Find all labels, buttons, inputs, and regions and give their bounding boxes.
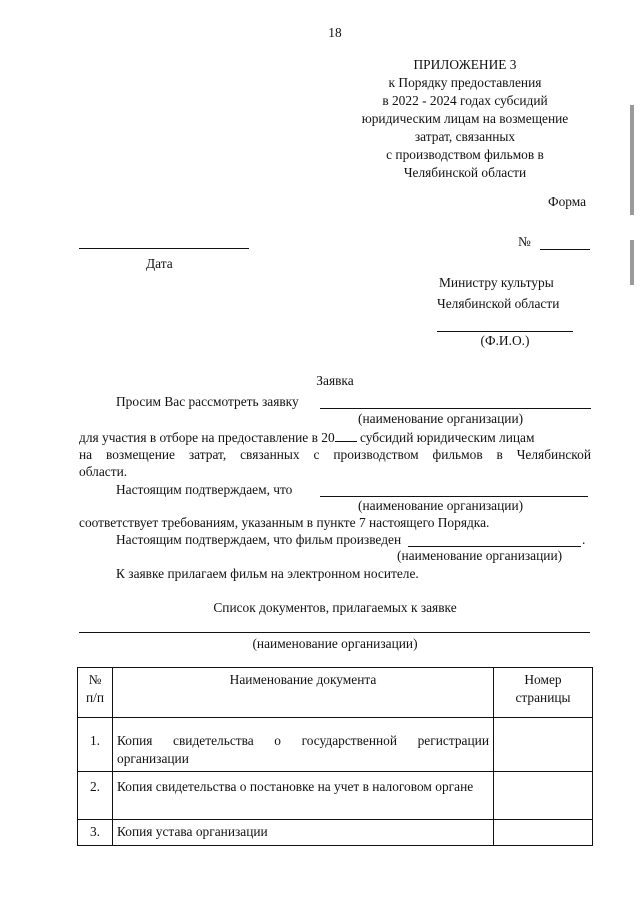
row-page-cell[interactable] xyxy=(494,820,593,846)
complies-text: соответствует требованиям, указанным в пункте 7 настоящего Порядка. xyxy=(79,515,490,530)
participation-text-start: для участия в отборе на предоставление в 20 xyxy=(79,430,335,445)
appendix-line: Челябинской области xyxy=(403,165,527,180)
row-number: 2. xyxy=(78,772,113,820)
film-org-hint: (наименование организации) xyxy=(397,548,563,563)
row-number: 1. xyxy=(78,718,113,772)
scan-edge-mark xyxy=(630,240,634,285)
appendix-line: затрат, связанных xyxy=(414,129,516,144)
table-header-row xyxy=(78,668,593,718)
request-text: Просим Вас рассмотреть заявку xyxy=(116,394,299,409)
header-page-number: Номер страницы xyxy=(494,668,593,718)
application-title: Заявка xyxy=(316,373,354,388)
appendix-line: юридическим лицам на возмещение xyxy=(361,111,569,126)
appendix-line: с производством фильмов в xyxy=(386,147,544,162)
attach-text: К заявке прилагаем фильм на электронном носителе. xyxy=(116,566,419,581)
header-document-name: Наименование документа xyxy=(113,668,494,718)
table-row xyxy=(78,772,593,820)
appendix-title: ПРИЛОЖЕНИЕ 3 xyxy=(413,57,517,72)
row-page-cell[interactable] xyxy=(494,718,593,772)
page-number: 18 xyxy=(328,25,342,40)
addressee-line2: Челябинской области xyxy=(437,296,560,311)
form-label: Форма xyxy=(548,194,587,209)
row-number: 3. xyxy=(78,820,113,846)
confirm-org-field-line[interactable] xyxy=(320,496,588,497)
addressee-line1: Министру культуры xyxy=(439,275,554,290)
docs-org-hint: (наименование организации) xyxy=(252,636,418,651)
participation-text-rest: субсидий юридическим лицам xyxy=(356,430,535,445)
film-org-field-line[interactable] xyxy=(408,546,581,547)
year-field-line[interactable] xyxy=(335,430,357,442)
participation-line1 xyxy=(79,430,591,446)
appendix-line: в 2022 - 2024 годах субсидий xyxy=(382,93,548,108)
participation-line2: на возмещение затрат, связанных с производством фильмов в Челябинской xyxy=(79,447,591,462)
film-confirm-text: Настоящим подтверждаем, что фильм произведен xyxy=(116,532,402,547)
appendix-line: к Порядку предоставления xyxy=(388,75,542,90)
fio-field-line[interactable] xyxy=(437,331,573,332)
row-document-name: Копия устава организации xyxy=(113,820,494,846)
row-document-name: Копия свидетельства о постановке на учет в налоговом органе xyxy=(113,772,494,820)
row-page-cell[interactable] xyxy=(494,772,593,820)
row-document-name: Копия свидетельства о государственной регистрации организации xyxy=(113,718,494,772)
number-label: № xyxy=(518,234,531,249)
confirm-org-hint: (наименование организации) xyxy=(358,498,524,513)
docs-list-title: Список документов, прилагаемых к заявке xyxy=(213,600,457,615)
appendix-block xyxy=(340,56,590,182)
documents-table xyxy=(77,667,593,846)
table-row xyxy=(78,820,593,846)
scan-edge-mark xyxy=(630,105,634,215)
fio-hint: (Ф.И.О.) xyxy=(480,333,530,348)
org-name-hint: (наименование организации) xyxy=(358,411,524,426)
date-label: Дата xyxy=(146,256,173,271)
org-name-field-line[interactable] xyxy=(320,408,591,409)
number-field-line[interactable] xyxy=(540,249,590,250)
film-confirm-dot: . xyxy=(582,532,586,547)
header-number: № п/п xyxy=(78,668,113,718)
table-row xyxy=(78,718,593,772)
date-field-line[interactable] xyxy=(79,248,249,249)
confirm-text: Настоящим подтверждаем, что xyxy=(116,482,293,497)
docs-org-field-line[interactable] xyxy=(79,632,590,633)
participation-line3: области. xyxy=(79,464,128,479)
